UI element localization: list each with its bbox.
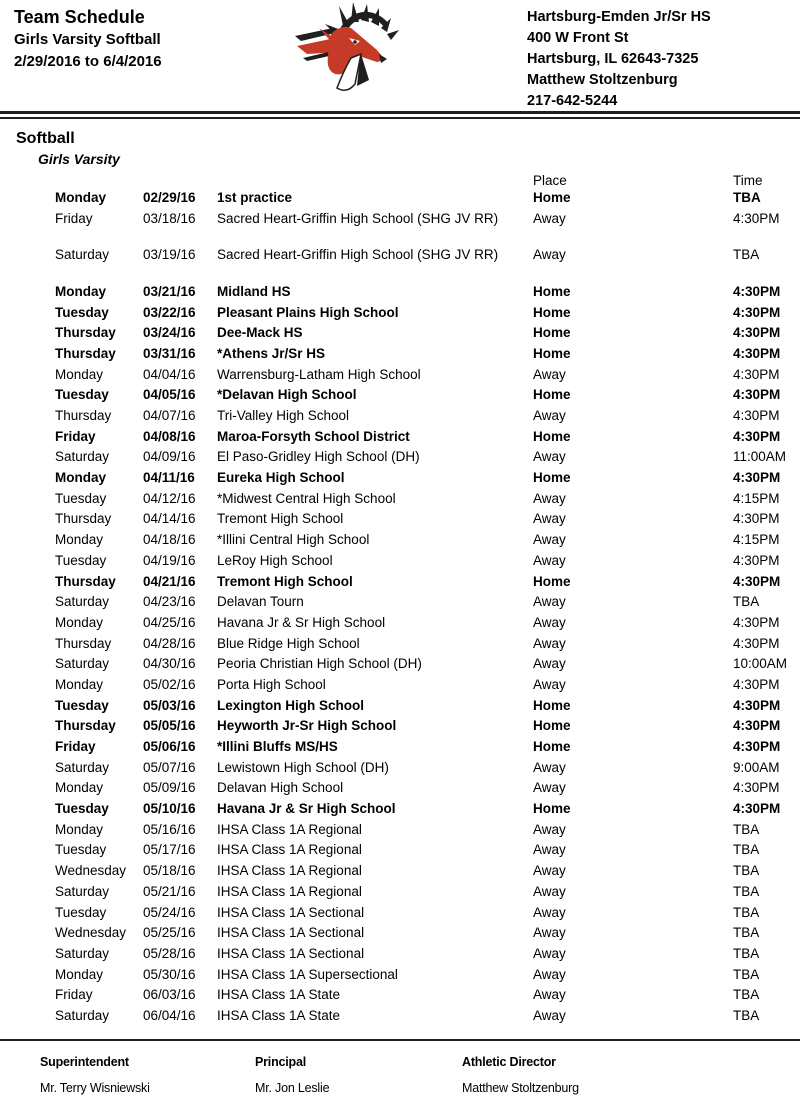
footer-principal — [255, 1055, 475, 1095]
row-date: 05/28/16 — [143, 945, 196, 961]
row-event: IHSA Class 1A Sectional — [217, 904, 365, 920]
row-day: Saturday — [55, 759, 110, 775]
row-day: Thursday — [55, 325, 116, 341]
row-event: Tremont High School — [217, 573, 353, 589]
row-event: IHSA Class 1A Regional — [217, 842, 362, 858]
row-day: Saturday — [55, 656, 110, 672]
row-day: Thursday — [55, 635, 112, 651]
row-date: 04/11/16 — [143, 470, 195, 486]
eye-icon — [353, 40, 357, 44]
row-time: TBA — [733, 1007, 760, 1023]
row-event: IHSA Class 1A State — [217, 987, 341, 1003]
table-row — [0, 467, 800, 488]
row-date: 05/25/16 — [143, 925, 196, 941]
table-row — [0, 736, 800, 757]
table-row — [0, 984, 800, 1005]
row-event: IHSA Class 1A Regional — [217, 863, 362, 879]
row-day: Thursday — [55, 573, 116, 589]
row-place: Away — [533, 966, 566, 982]
row-time: 4:30PM — [733, 573, 781, 589]
table-row — [0, 426, 800, 447]
table-row — [0, 529, 800, 550]
table-row — [0, 322, 800, 343]
row-time: 4:30PM — [733, 325, 781, 341]
page-title: Team Schedule — [14, 7, 145, 27]
table-row — [0, 964, 800, 985]
row-event: IHSA Class 1A Supersectional — [217, 966, 398, 982]
row-time: 4:30PM — [733, 283, 781, 299]
row-time: 4:30PM — [733, 697, 781, 713]
top-rule-thin — [0, 117, 800, 119]
row-day: Monday — [55, 283, 107, 299]
table-row — [0, 881, 800, 902]
row-place: Away — [533, 759, 566, 775]
row-day: Tuesday — [55, 842, 107, 858]
row-event: Havana Jr & Sr High School — [217, 614, 386, 630]
team-level-heading: Girls Varsity — [38, 151, 120, 167]
row-time: TBA — [733, 904, 760, 920]
table-row — [0, 860, 800, 881]
row-date: 04/07/16 — [143, 408, 196, 424]
row-date: 04/23/16 — [143, 594, 196, 610]
table-row — [0, 550, 800, 571]
row-time: 4:30PM — [733, 387, 781, 403]
row-date: 05/16/16 — [143, 821, 196, 837]
row-event: LeRoy High School — [217, 552, 333, 568]
row-time: 4:30PM — [733, 511, 780, 527]
row-time: 4:30PM — [733, 345, 781, 361]
row-time: TBA — [733, 987, 760, 1003]
row-event: Dee-Mack HS — [217, 325, 303, 341]
row-place: Away — [533, 635, 566, 651]
row-date: 05/06/16 — [143, 739, 196, 755]
table-row — [0, 509, 800, 530]
row-day: Friday — [55, 739, 96, 755]
row-place: Home — [533, 428, 571, 444]
row-place: Home — [533, 325, 571, 341]
row-place: Home — [533, 345, 571, 361]
row-day: Friday — [55, 987, 93, 1003]
row-time: TBA — [733, 883, 760, 899]
row-date: 03/22/16 — [143, 304, 196, 320]
row-event: Delavan Tourn — [217, 594, 304, 610]
row-event: Heyworth Jr-Sr High School — [217, 718, 397, 734]
row-day: Thursday — [55, 718, 116, 734]
school-phone: 217-642-5244 — [527, 93, 618, 109]
row-day: Monday — [55, 470, 107, 486]
row-place: Away — [533, 511, 566, 527]
row-time: 4:30PM — [733, 739, 781, 755]
nose-icon — [379, 54, 387, 63]
row-date: 03/19/16 — [143, 247, 196, 263]
row-place: Away — [533, 780, 566, 796]
table-row — [0, 591, 800, 612]
row-time: 4:15PM — [733, 490, 780, 506]
row-event: Warrensburg-Latham High School — [217, 366, 421, 382]
row-place: Away — [533, 552, 566, 568]
row-event: Blue Ridge High School — [217, 635, 360, 651]
row-event: Midland HS — [217, 283, 291, 299]
row-day: Tuesday — [55, 490, 107, 506]
row-date: 03/18/16 — [143, 210, 196, 226]
row-day: Tuesday — [55, 904, 107, 920]
row-day: Monday — [55, 780, 104, 796]
official-title: Principal — [255, 1055, 306, 1069]
school-address2: Hartsburg, IL 62643-7325 — [527, 51, 699, 67]
top-rule-thick — [0, 111, 800, 114]
row-day: Monday — [55, 614, 104, 630]
row-place: Away — [533, 594, 566, 610]
row-time: 4:30PM — [733, 470, 781, 486]
row-day: Monday — [55, 821, 104, 837]
table-row — [0, 244, 800, 265]
table-row — [0, 571, 800, 592]
date-range: 2/29/2016 to 6/4/2016 — [14, 53, 162, 70]
row-event: Sacred Heart-Griffin High School (SHG JV RR) — [217, 210, 499, 226]
row-time: TBA — [733, 189, 761, 205]
row-day: Thursday — [55, 511, 112, 527]
row-place: Away — [533, 863, 566, 879]
row-time: TBA — [733, 842, 760, 858]
row-date: 04/21/16 — [143, 573, 196, 589]
row-day: Friday — [55, 210, 93, 226]
row-place: Home — [533, 718, 571, 734]
row-date: 05/30/16 — [143, 966, 196, 982]
row-date: 03/31/16 — [143, 345, 196, 361]
row-place: Home — [533, 283, 571, 299]
row-event: *Midwest Central High School — [217, 490, 396, 506]
row-place: Home — [533, 304, 571, 320]
header-left — [14, 6, 162, 72]
row-place: Away — [533, 925, 566, 941]
row-event: Porta High School — [217, 676, 326, 692]
row-place: Home — [533, 801, 571, 817]
row-day: Monday — [55, 966, 104, 982]
row-place: Away — [533, 945, 566, 961]
row-event: IHSA Class 1A Sectional — [217, 945, 365, 961]
row-event: IHSA Class 1A State — [217, 1007, 341, 1023]
row-place: Home — [533, 739, 571, 755]
row-time: 11:00AM — [733, 449, 787, 465]
row-day: Monday — [55, 676, 104, 692]
row-time: 4:30PM — [733, 304, 781, 320]
row-event: 1st practice — [217, 189, 293, 205]
row-date: 05/07/16 — [143, 759, 196, 775]
official-title: Athletic Director — [462, 1055, 556, 1069]
row-day: Thursday — [55, 345, 116, 361]
school-info — [527, 7, 711, 112]
school-name: Hartsburg-Emden Jr/Sr HS — [527, 9, 711, 25]
row-date: 04/18/16 — [143, 532, 196, 548]
table-row — [0, 695, 800, 716]
table-row — [0, 405, 800, 426]
row-time: TBA — [733, 966, 760, 982]
row-date: 05/10/16 — [143, 801, 196, 817]
row-day: Wednesday — [55, 863, 127, 879]
row-time: 4:30PM — [733, 635, 780, 651]
row-time: TBA — [733, 247, 760, 263]
row-day: Saturday — [55, 945, 110, 961]
row-date: 03/24/16 — [143, 325, 196, 341]
school-contact: Matthew Stoltzenburg — [527, 72, 678, 88]
row-place: Away — [533, 842, 566, 858]
row-event: *Delavan High School — [217, 387, 357, 403]
table-row — [0, 674, 800, 695]
row-time: 9:00AM — [733, 759, 780, 775]
row-place: Home — [533, 387, 571, 403]
row-date: 06/03/16 — [143, 987, 196, 1003]
table-row — [0, 922, 800, 943]
row-time: 4:30PM — [733, 614, 780, 630]
row-day: Monday — [55, 189, 107, 205]
row-day: Tuesday — [55, 552, 107, 568]
row-event: *Illini Central High School — [217, 532, 370, 548]
row-place: Away — [533, 883, 566, 899]
official-name: Mr. Jon Leslie — [255, 1081, 330, 1095]
time-column-header: Time — [733, 173, 763, 188]
team-subtitle: Girls Varsity Softball — [14, 31, 161, 48]
row-day: Monday — [55, 532, 104, 548]
row-event: IHSA Class 1A Regional — [217, 821, 362, 837]
row-place: Away — [533, 490, 566, 506]
row-time: 4:30PM — [733, 676, 780, 692]
row-time: 4:15PM — [733, 532, 780, 548]
table-row — [0, 798, 800, 819]
table-row — [0, 943, 800, 964]
row-time: 4:30PM — [733, 210, 780, 226]
table-row — [0, 385, 800, 406]
row-event: Delavan High School — [217, 780, 344, 796]
row-day: Thursday — [55, 408, 112, 424]
table-row — [0, 208, 800, 229]
row-event: IHSA Class 1A Sectional — [217, 925, 365, 941]
row-time: 4:30PM — [733, 718, 781, 734]
row-event: Lexington High School — [217, 697, 364, 713]
row-event: *Athens Jr/Sr HS — [217, 345, 326, 361]
row-day: Saturday — [55, 247, 110, 263]
row-day: Friday — [55, 428, 96, 444]
row-date: 05/24/16 — [143, 904, 196, 920]
place-column-header: Place — [533, 173, 567, 188]
school-address1: 400 W Front St — [527, 30, 629, 46]
footer-athletic-director — [462, 1055, 682, 1095]
table-row — [0, 612, 800, 633]
row-event: Sacred Heart-Griffin High School (SHG JV RR) — [217, 247, 499, 263]
stag-mascot-logo — [295, 2, 405, 102]
row-date: 04/14/16 — [143, 511, 196, 527]
row-date: 04/08/16 — [143, 428, 196, 444]
row-event: Tri-Valley High School — [217, 408, 350, 424]
row-place: Away — [533, 210, 566, 226]
row-event: Havana Jr & Sr High School — [217, 801, 396, 817]
row-date: 04/19/16 — [143, 552, 196, 568]
row-day: Saturday — [55, 1007, 110, 1023]
schedule-rows — [0, 187, 800, 1026]
sport-heading: Softball — [16, 130, 75, 147]
row-place: Away — [533, 676, 566, 692]
table-row — [0, 716, 800, 737]
row-date: 05/09/16 — [143, 780, 196, 796]
row-date: 05/18/16 — [143, 863, 196, 879]
footer-superintendent — [40, 1055, 260, 1095]
row-event: Eureka High School — [217, 470, 345, 486]
row-place: Away — [533, 656, 566, 672]
row-place: Away — [533, 1007, 566, 1023]
row-day: Tuesday — [55, 387, 109, 403]
row-place: Home — [533, 189, 571, 205]
row-time: TBA — [733, 821, 760, 837]
row-date: 05/02/16 — [143, 676, 196, 692]
bottom-rule — [0, 1039, 800, 1041]
row-place: Away — [533, 449, 566, 465]
row-time: TBA — [733, 863, 760, 879]
row-place: Away — [533, 821, 566, 837]
row-date: 02/29/16 — [143, 189, 196, 205]
row-place: Home — [533, 470, 571, 486]
row-day: Saturday — [55, 449, 110, 465]
row-place: Away — [533, 247, 566, 263]
row-day: Tuesday — [55, 304, 109, 320]
table-row — [0, 757, 800, 778]
row-time: 4:30PM — [733, 408, 780, 424]
row-event: Maroa-Forsyth School District — [217, 428, 410, 444]
row-time: TBA — [733, 594, 760, 610]
row-date: 06/04/16 — [143, 1007, 196, 1023]
row-day: Saturday — [55, 883, 110, 899]
table-row — [0, 281, 800, 302]
table-row — [0, 819, 800, 840]
row-event: Lewistown High School (DH) — [217, 759, 389, 775]
row-place: Home — [533, 573, 571, 589]
row-time: 4:30PM — [733, 780, 780, 796]
row-date: 04/28/16 — [143, 635, 196, 651]
row-date: 03/21/16 — [143, 283, 196, 299]
official-title: Superintendent — [40, 1055, 129, 1069]
table-row — [0, 653, 800, 674]
row-time: TBA — [733, 945, 760, 961]
row-day: Monday — [55, 366, 104, 382]
row-date: 04/04/16 — [143, 366, 196, 382]
row-place: Away — [533, 366, 566, 382]
table-row — [0, 447, 800, 468]
row-event: *Illini Bluffs MS/HS — [217, 739, 338, 755]
table-row — [0, 840, 800, 861]
table-row — [0, 488, 800, 509]
row-event: Peoria Christian High School (DH) — [217, 656, 422, 672]
table-row — [0, 343, 800, 364]
official-name: Matthew Stoltzenburg — [462, 1081, 579, 1095]
row-date: 04/05/16 — [143, 387, 196, 403]
row-date: 04/30/16 — [143, 656, 196, 672]
row-event: Pleasant Plains High School — [217, 304, 399, 320]
row-time: TBA — [733, 925, 760, 941]
row-day: Tuesday — [55, 697, 109, 713]
table-row — [0, 778, 800, 799]
row-date: 04/25/16 — [143, 614, 196, 630]
row-time: 4:30PM — [733, 801, 781, 817]
official-name: Mr. Terry Wisniewski — [40, 1081, 150, 1095]
row-place: Away — [533, 532, 566, 548]
row-time: 10:00AM — [733, 656, 788, 672]
row-event: El Paso-Gridley High School (DH) — [217, 449, 420, 465]
row-place: Away — [533, 904, 566, 920]
row-place: Away — [533, 614, 566, 630]
table-row — [0, 364, 800, 385]
row-place: Home — [533, 697, 571, 713]
table-row — [0, 902, 800, 923]
row-date: 04/09/16 — [143, 449, 196, 465]
row-event: IHSA Class 1A Regional — [217, 883, 362, 899]
table-row — [0, 633, 800, 654]
row-time: 4:30PM — [733, 552, 780, 568]
table-row — [0, 187, 800, 208]
row-date: 05/17/16 — [143, 842, 196, 858]
row-time: 4:30PM — [733, 366, 780, 382]
column-headers — [0, 173, 800, 187]
row-day: Tuesday — [55, 801, 109, 817]
row-place: Away — [533, 987, 566, 1003]
row-date: 05/05/16 — [143, 718, 196, 734]
row-date: 05/03/16 — [143, 697, 196, 713]
table-row — [0, 302, 800, 323]
row-day: Wednesday — [55, 925, 127, 941]
row-date: 04/12/16 — [143, 490, 196, 506]
table-row — [0, 1005, 800, 1026]
row-date: 05/21/16 — [143, 883, 196, 899]
row-day: Saturday — [55, 594, 110, 610]
row-time: 4:30PM — [733, 428, 781, 444]
row-event: Tremont High School — [217, 511, 344, 527]
row-place: Away — [533, 408, 566, 424]
